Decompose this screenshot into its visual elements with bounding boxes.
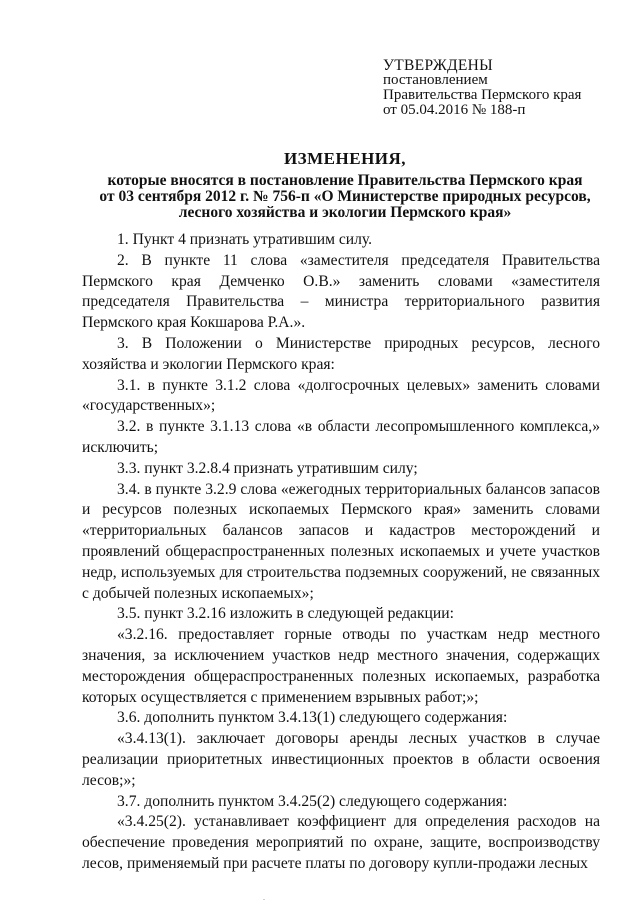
heading-subtitle bbox=[60, 173, 630, 221]
footer-mark: . bbox=[263, 893, 265, 902]
approval-stamp bbox=[383, 58, 581, 118]
approval-date-number: от 05.04.2016 № 188-п bbox=[383, 102, 526, 118]
document-heading bbox=[60, 148, 630, 221]
approval-line: Правительства Пермского края bbox=[383, 87, 582, 103]
approval-title: УТВЕРЖДЕНЫ bbox=[383, 57, 493, 74]
paragraph: 3.6. дополнить пунктом 3.4.13(1) следующего содержания: bbox=[117, 709, 508, 727]
paragraph: 2. В пункте 11 слова «заместителя председателя Правительства Пермского края Демченко О.В.» заменить словами «заместителя председателя Правительства – министра территориального развития Пермского края Кокшарова Р.А.». bbox=[82, 251, 600, 332]
paragraph: «3.4.25(2). устанавливает коэффициент для определения расходов на обеспечение проведения мероприятий по охране, защите, воспроизводству лесов, применяемый при расчете платы по договору купли-продажи лесных bbox=[82, 813, 600, 872]
document-body bbox=[82, 230, 600, 875]
heading-line: от 03 сентября 2012 г. № 756-п «О Министерстве природных ресурсов, bbox=[99, 188, 591, 205]
paragraph: 1. Пункт 4 признать утратившим силу. bbox=[117, 231, 373, 248]
paragraph: 3.7. дополнить пунктом 3.4.25(2) следующего содержания: bbox=[117, 792, 508, 810]
paragraph: «3.4.13(1). заключает договоры аренды лесных участков в случае реализации приоритетных инвестиционных проектов в области освоения лесов;»; bbox=[82, 730, 600, 789]
heading-line: которые вносятся в постановление Правительства Пермского края bbox=[107, 172, 583, 189]
heading-title: ИЗМЕНЕНИЯ, bbox=[283, 149, 407, 168]
approval-line: постановлением bbox=[383, 72, 488, 88]
heading-line: лесного хозяйства и экологии Пермского края» bbox=[178, 204, 512, 221]
paragraph: 3.4. в пункте 3.2.9 слова «ежегодных территориальных балансов запасов и ресурсов полезных ископаемых Пермского края» заменить словами «территориальных балансов запасов и кадастров месторождений и проявлений общераспространенных полезных ископаемых и учете участков недр, используемых для строительства подземных сооружений, не связанных с добычей полезных ископаемых»; bbox=[82, 480, 600, 602]
paragraph: 3.2. в пункте 3.1.13 слова «в области лесопромышленного комплекса,» исключить; bbox=[82, 418, 600, 456]
paragraph: 3. В Положении о Министерстве природных ресурсов, лесного хозяйства и экологии Пермского края: bbox=[82, 334, 600, 373]
paragraph: 3.5. пункт 3.2.16 изложить в следующей редакции: bbox=[117, 605, 454, 623]
paragraph: «3.2.16. предоставляет горные отводы по участкам недр местного значения, за исключением участков недр местного значения, содержащих месторождения общераспространенных полезных ископаемых, разработка которых осуществляется с применением взрывных работ;»; bbox=[82, 626, 600, 706]
paragraph: 3.3. пункт 3.2.8.4 признать утратившим силу; bbox=[117, 459, 418, 477]
paragraph: 3.1. в пункте 3.1.2 слова «долгосрочных целевых» заменить словами «государственных»; bbox=[82, 376, 600, 415]
